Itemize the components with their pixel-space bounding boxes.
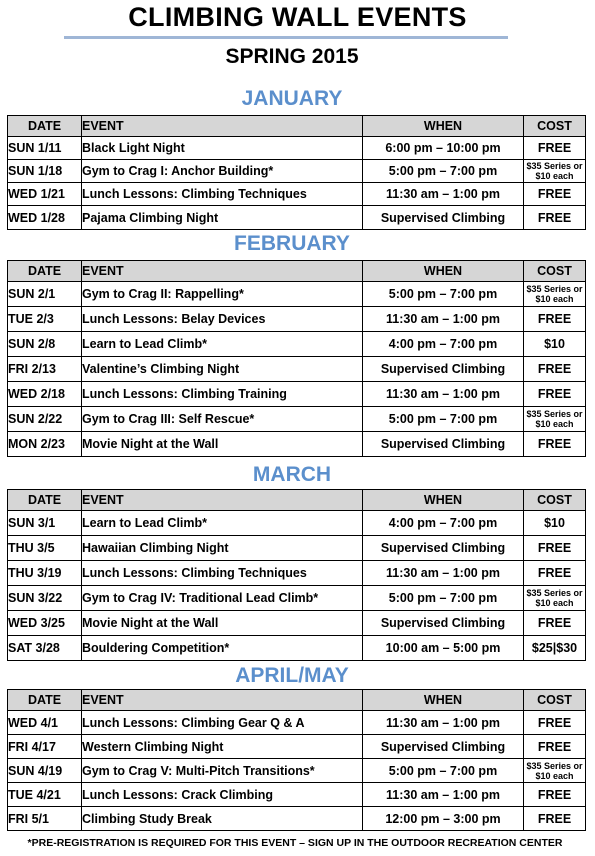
event-name: Lunch Lessons: Climbing Techniques bbox=[82, 183, 363, 206]
event-time: Supervised Climbing bbox=[363, 536, 524, 561]
table-row bbox=[8, 382, 586, 407]
header-when: WHEN bbox=[363, 690, 524, 711]
event-time: 11:30 am – 1:00 pm bbox=[363, 307, 524, 332]
event-date: SUN 4/19 bbox=[8, 759, 82, 783]
event-cost: FREE bbox=[524, 711, 586, 735]
event-name: Lunch Lessons: Climbing Techniques bbox=[82, 561, 363, 586]
table-row bbox=[8, 183, 586, 206]
event-time: Supervised Climbing bbox=[363, 357, 524, 382]
header-when: WHEN bbox=[363, 116, 524, 137]
event-time: 6:00 pm – 10:00 pm bbox=[363, 137, 524, 160]
event-date: THU 3/5 bbox=[8, 536, 82, 561]
header-cost: COST bbox=[524, 490, 586, 511]
event-cost: FREE bbox=[524, 536, 586, 561]
month-heading-january: JANUARY bbox=[241, 87, 343, 110]
events-table-february bbox=[7, 260, 586, 457]
header-when: WHEN bbox=[363, 261, 524, 282]
header-date: DATE bbox=[8, 261, 82, 282]
event-cost: FREE bbox=[524, 357, 586, 382]
event-date: WED 3/25 bbox=[8, 611, 82, 636]
table-row bbox=[8, 432, 586, 457]
event-time: 5:00 pm – 7:00 pm bbox=[363, 160, 524, 183]
table-row bbox=[8, 611, 586, 636]
table-row bbox=[8, 807, 586, 831]
table-row bbox=[8, 282, 586, 307]
header-date: DATE bbox=[8, 690, 82, 711]
table-row bbox=[8, 137, 586, 160]
event-cost: FREE bbox=[524, 735, 586, 759]
header-when: WHEN bbox=[363, 490, 524, 511]
event-cost: FREE bbox=[524, 561, 586, 586]
event-cost: FREE bbox=[524, 382, 586, 407]
event-time: 12:00 pm – 3:00 pm bbox=[363, 807, 524, 831]
header-cost: COST bbox=[524, 690, 586, 711]
event-name: Valentine’s Climbing Night bbox=[82, 357, 363, 382]
event-date: FRI 2/13 bbox=[8, 357, 82, 382]
month-heading-march: MARCH bbox=[252, 463, 332, 486]
table-header-row bbox=[8, 690, 586, 711]
event-cost: FREE bbox=[524, 137, 586, 160]
header-event: EVENT bbox=[82, 690, 363, 711]
table-row bbox=[8, 586, 586, 611]
event-date: SUN 2/22 bbox=[8, 407, 82, 432]
event-time: 11:30 am – 1:00 pm bbox=[363, 561, 524, 586]
event-time: Supervised Climbing bbox=[363, 206, 524, 230]
event-time: 11:30 am – 1:00 pm bbox=[363, 711, 524, 735]
table-row bbox=[8, 536, 586, 561]
event-date: WED 1/21 bbox=[8, 183, 82, 206]
event-time: 10:00 am – 5:00 pm bbox=[363, 636, 524, 661]
event-name: Lunch Lessons: Climbing Gear Q & A bbox=[82, 711, 363, 735]
header-cost: COST bbox=[524, 116, 586, 137]
event-cost: $35 Series or $10 each bbox=[524, 407, 586, 432]
table-row bbox=[8, 357, 586, 382]
event-name: Movie Night at the Wall bbox=[82, 432, 363, 457]
event-date: SUN 1/11 bbox=[8, 137, 82, 160]
event-time: 4:00 pm – 7:00 pm bbox=[363, 332, 524, 357]
event-date: SUN 2/1 bbox=[8, 282, 82, 307]
event-time: 5:00 pm – 7:00 pm bbox=[363, 759, 524, 783]
event-time: 5:00 pm – 7:00 pm bbox=[363, 407, 524, 432]
event-cost: FREE bbox=[524, 307, 586, 332]
event-name: Learn to Lead Climb* bbox=[82, 332, 363, 357]
event-cost: $35 Series or $10 each bbox=[524, 282, 586, 307]
event-name: Gym to Crag IV: Traditional Lead Climb* bbox=[82, 586, 363, 611]
event-date: MON 2/23 bbox=[8, 432, 82, 457]
event-date: WED 1/28 bbox=[8, 206, 82, 230]
table-row bbox=[8, 332, 586, 357]
event-cost: FREE bbox=[524, 206, 586, 230]
event-date: WED 4/1 bbox=[8, 711, 82, 735]
event-name: Hawaiian Climbing Night bbox=[82, 536, 363, 561]
table-row bbox=[8, 307, 586, 332]
event-cost: FREE bbox=[524, 783, 586, 807]
event-cost: $10 bbox=[524, 511, 586, 536]
event-time: 11:30 am – 1:00 pm bbox=[363, 382, 524, 407]
event-time: Supervised Climbing bbox=[363, 432, 524, 457]
table-header-row bbox=[8, 116, 586, 137]
table-header-row bbox=[8, 261, 586, 282]
event-name: Lunch Lessons: Climbing Training bbox=[82, 382, 363, 407]
event-date: SUN 1/18 bbox=[8, 160, 82, 183]
event-date: TUE 4/21 bbox=[8, 783, 82, 807]
event-name: Gym to Crag I: Anchor Building* bbox=[82, 160, 363, 183]
month-heading-february: FEBRUARY bbox=[234, 232, 350, 255]
event-date: THU 3/19 bbox=[8, 561, 82, 586]
event-name: Lunch Lessons: Crack Climbing bbox=[82, 783, 363, 807]
table-row bbox=[8, 735, 586, 759]
event-name: Movie Night at the Wall bbox=[82, 611, 363, 636]
table-row bbox=[8, 561, 586, 586]
events-table-march bbox=[7, 489, 586, 661]
table-row bbox=[8, 759, 586, 783]
event-cost: FREE bbox=[524, 432, 586, 457]
event-name: Gym to Crag III: Self Rescue* bbox=[82, 407, 363, 432]
event-time: 5:00 pm – 7:00 pm bbox=[363, 282, 524, 307]
event-name: Climbing Study Break bbox=[82, 807, 363, 831]
table-row bbox=[8, 407, 586, 432]
event-date: SAT 3/28 bbox=[8, 636, 82, 661]
event-name: Gym to Crag V: Multi-Pitch Transitions* bbox=[82, 759, 363, 783]
events-table-april-may bbox=[7, 689, 586, 831]
table-row bbox=[8, 160, 586, 183]
event-date: FRI 4/17 bbox=[8, 735, 82, 759]
event-time: 4:00 pm – 7:00 pm bbox=[363, 511, 524, 536]
event-cost: $35 Series or $10 each bbox=[524, 759, 586, 783]
registration-footnote: *PRE-REGISTRATION IS REQUIRED FOR THIS EVENT – SIGN UP IN THE OUTDOOR RECREATION CENTER bbox=[27, 837, 563, 849]
table-row bbox=[8, 636, 586, 661]
event-date: WED 2/18 bbox=[8, 382, 82, 407]
event-name: Pajama Climbing Night bbox=[82, 206, 363, 230]
event-date: TUE 2/3 bbox=[8, 307, 82, 332]
header-event: EVENT bbox=[82, 261, 363, 282]
month-heading-april-may: APRIL/MAY bbox=[235, 664, 349, 687]
event-cost: $25|$30 bbox=[524, 636, 586, 661]
table-row bbox=[8, 783, 586, 807]
table-row bbox=[8, 206, 586, 230]
header-date: DATE bbox=[8, 490, 82, 511]
event-cost: FREE bbox=[524, 183, 586, 206]
event-time: 5:00 pm – 7:00 pm bbox=[363, 586, 524, 611]
event-date: SUN 3/1 bbox=[8, 511, 82, 536]
event-cost: $10 bbox=[524, 332, 586, 357]
page-title: CLIMBING WALL EVENTS bbox=[128, 2, 467, 32]
event-cost: FREE bbox=[524, 611, 586, 636]
table-row bbox=[8, 711, 586, 735]
header-event: EVENT bbox=[82, 490, 363, 511]
table-row bbox=[8, 511, 586, 536]
event-time: 11:30 am – 1:00 pm bbox=[363, 183, 524, 206]
header-date: DATE bbox=[8, 116, 82, 137]
title-underline bbox=[64, 36, 508, 39]
event-time: 11:30 am – 1:00 pm bbox=[363, 783, 524, 807]
event-time: Supervised Climbing bbox=[363, 611, 524, 636]
event-cost: $35 Series or $10 each bbox=[524, 160, 586, 183]
events-table-january bbox=[7, 115, 586, 230]
table-header-row bbox=[8, 490, 586, 511]
event-name: Western Climbing Night bbox=[82, 735, 363, 759]
event-date: FRI 5/1 bbox=[8, 807, 82, 831]
header-event: EVENT bbox=[82, 116, 363, 137]
event-name: Lunch Lessons: Belay Devices bbox=[82, 307, 363, 332]
header-cost: COST bbox=[524, 261, 586, 282]
event-name: Bouldering Competition* bbox=[82, 636, 363, 661]
event-time: Supervised Climbing bbox=[363, 735, 524, 759]
page-subtitle: SPRING 2015 bbox=[225, 45, 359, 68]
event-cost: $35 Series or $10 each bbox=[524, 586, 586, 611]
event-name: Black Light Night bbox=[82, 137, 363, 160]
event-date: SUN 3/22 bbox=[8, 586, 82, 611]
event-date: SUN 2/8 bbox=[8, 332, 82, 357]
event-name: Learn to Lead Climb* bbox=[82, 511, 363, 536]
event-name: Gym to Crag II: Rappelling* bbox=[82, 282, 363, 307]
event-cost: FREE bbox=[524, 807, 586, 831]
